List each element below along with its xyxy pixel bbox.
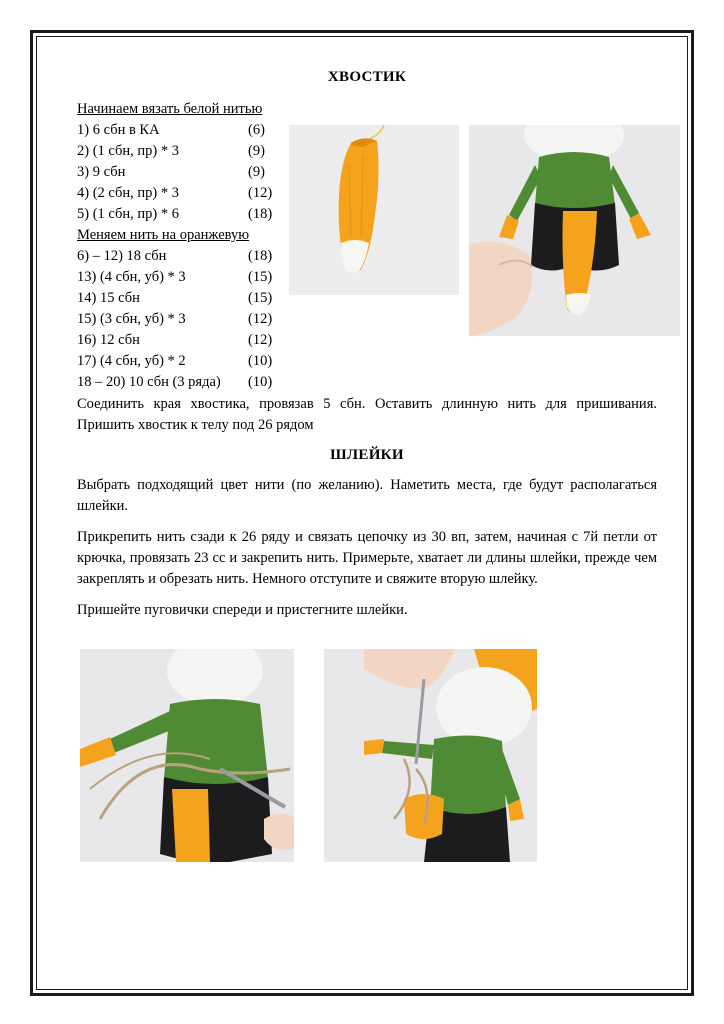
photo-strap-attaching <box>324 649 537 862</box>
pattern-row <box>77 183 287 204</box>
stitch-count: (15) <box>248 269 273 285</box>
stitch-count: (15) <box>248 290 273 306</box>
pattern-step: 1) 6 сбн в КА <box>77 122 160 138</box>
pattern-step: Начинаем вязать белой нитью <box>77 101 263 117</box>
photo-tail-piece-drawing <box>289 125 459 295</box>
pattern-step: 6) – 12) 18 сбн <box>77 248 167 264</box>
photo-strap-hook-drawing <box>80 649 294 862</box>
stitch-count: (10) <box>248 374 273 390</box>
straps-paragraph-3: Пришейте пуговички спереди и пристегните шлейки. <box>77 602 408 618</box>
photo-tail-attached-drawing <box>469 125 680 336</box>
stitch-count: (12) <box>248 185 273 201</box>
photo-strap-hook <box>80 649 294 862</box>
pattern-heading <box>77 225 287 246</box>
pattern-row <box>77 141 287 162</box>
stitch-count: (12) <box>248 311 273 327</box>
stitch-count: (10) <box>248 353 273 369</box>
pattern-step: 16) 12 сбн <box>77 332 140 348</box>
stitch-count: (9) <box>248 143 265 159</box>
stitch-count: (12) <box>248 332 273 348</box>
pattern-row <box>77 309 287 330</box>
stitch-count: (9) <box>248 164 265 180</box>
pattern-step: 15) (3 сбн, уб) * 3 <box>77 311 186 327</box>
pattern-row <box>77 288 287 309</box>
straps-paragraph-2: Прикрепить нить сзади к 26 ряду и связать цепочку из 30 вп, затем, начиная с 7й петли от крючка, провязать 23 сс и закрепить нить. Примерьте, хватает ли длины шлейки, прежде чем закреплять и обрезать нить. Немного отступите и свяжите вторую шлейку. <box>77 529 657 587</box>
pattern-step: 5) (1 сбн, пр) * 6 <box>77 206 179 222</box>
pattern-row <box>77 204 287 225</box>
pattern-row <box>77 351 287 372</box>
stitch-count: (18) <box>248 206 273 222</box>
photo-tail-attached <box>469 125 680 336</box>
straps-section-title: ШЛЕЙКИ <box>330 447 404 463</box>
pattern-step: 14) 15 сбн <box>77 290 140 306</box>
pattern-row <box>77 330 287 351</box>
pattern-row <box>77 120 287 141</box>
pattern-heading <box>77 99 287 120</box>
pattern-step: 18 – 20) 10 сбн (3 ряда) <box>77 374 221 390</box>
photo-tail-piece <box>289 125 459 295</box>
pattern-step: Меняем нить на оранжевую <box>77 227 250 243</box>
stitch-count: (6) <box>248 122 265 138</box>
straps-paragraph-1: Выбрать подходящий цвет нити (по желанию). Наметить места, где будут располагаться шлейки. <box>77 477 657 514</box>
photo-strap-attaching-drawing <box>324 649 537 862</box>
pattern-row <box>77 162 287 183</box>
stitch-count: (18) <box>248 248 273 264</box>
pattern-step: 17) (4 сбн, уб) * 2 <box>77 353 186 369</box>
pattern-step: 13) (4 сбн, уб) * 3 <box>77 269 186 285</box>
pattern-row <box>77 267 287 288</box>
tail-closing-text: Соединить края хвостика, провязав 5 сбн. Оставить длинную нить для пришивания. Пришить хвостик к телу под 26 рядом <box>77 396 657 433</box>
pattern-row <box>77 246 287 267</box>
pattern-step: 2) (1 сбн, пр) * 3 <box>77 143 179 159</box>
pattern-step: 3) 9 сбн <box>77 164 126 180</box>
tail-pattern-list <box>77 99 287 393</box>
pattern-step: 4) (2 сбн, пр) * 3 <box>77 185 179 201</box>
pattern-row <box>77 372 287 393</box>
tail-section-title: ХВОСТИК <box>327 69 407 85</box>
